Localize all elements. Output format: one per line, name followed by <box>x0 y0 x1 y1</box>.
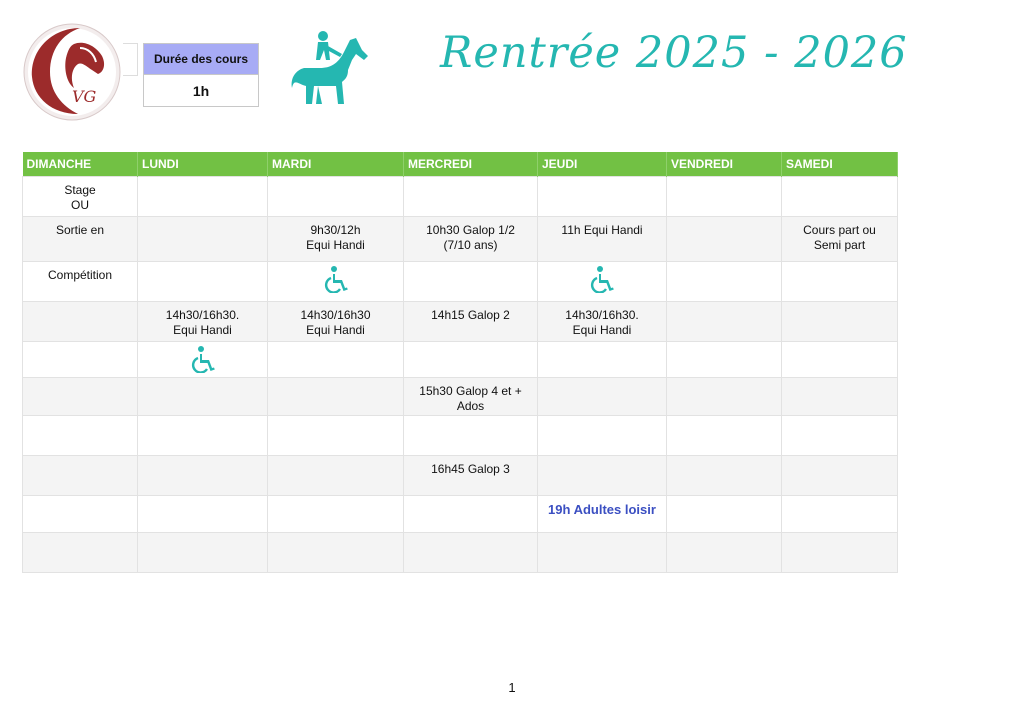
schedule-row <box>23 456 898 496</box>
schedule-cell <box>23 456 138 496</box>
day-header-samedi: SAMEDI <box>782 152 898 177</box>
schedule-cell <box>538 378 667 416</box>
schedule-cell <box>268 496 404 533</box>
horse-head-logo-icon <box>22 22 126 122</box>
schedule-row <box>23 416 898 456</box>
schedule-cell <box>138 533 268 573</box>
schedule-cell <box>23 262 138 302</box>
duration-label: Durée des cours <box>144 44 258 75</box>
schedule-row <box>23 302 898 342</box>
schedule-cell <box>404 342 538 378</box>
schedule-cell <box>404 177 538 217</box>
schedule-cell <box>667 342 782 378</box>
schedule-cell <box>268 177 404 217</box>
day-header-mardi: MARDI <box>268 152 404 177</box>
schedule-cell <box>667 262 782 302</box>
schedule-cell <box>782 262 898 302</box>
duration-value: 1h <box>192 82 210 99</box>
schedule-entry-text: Equi Handi <box>306 323 365 337</box>
schedule-cell <box>138 262 268 302</box>
schedule-cell <box>782 416 898 456</box>
schedule-cell <box>404 302 538 342</box>
schedule-entry-text: (7/10 ans) <box>443 238 498 252</box>
schedule-table <box>22 152 898 573</box>
wheelchair-icon <box>190 345 216 373</box>
schedule-row <box>23 378 898 416</box>
schedule-cell <box>782 302 898 342</box>
schedule-cell <box>23 378 138 416</box>
schedule-cell <box>538 302 667 342</box>
schedule-cell <box>138 177 268 217</box>
wheelchair-icon <box>323 265 349 293</box>
schedule-cell <box>538 262 667 302</box>
schedule-cell <box>268 416 404 456</box>
logo-side-box <box>123 43 138 76</box>
schedule-cell <box>404 378 538 416</box>
schedule-cell <box>138 217 268 262</box>
wheelchair-icon <box>589 265 615 293</box>
day-header-vendredi: VENDREDI <box>667 152 782 177</box>
schedule-cell <box>23 177 138 217</box>
schedule-cell <box>138 342 268 378</box>
day-header-jeudi: JEUDI <box>538 152 667 177</box>
schedule-cell <box>538 496 667 533</box>
schedule-entry-text: 9h30/12h <box>310 223 361 237</box>
schedule-cell <box>667 533 782 573</box>
schedule-cell <box>782 177 898 217</box>
schedule-entry-text: OU <box>71 198 89 212</box>
schedule-entry-text: 14h30/16h30. <box>565 308 639 322</box>
logo-monogram: VG <box>72 87 97 106</box>
schedule-cell <box>667 496 782 533</box>
schedule-row <box>23 217 898 262</box>
schedule-cell <box>782 342 898 378</box>
schedule-cell <box>538 456 667 496</box>
schedule-cell <box>782 456 898 496</box>
schedule-cell <box>404 456 538 496</box>
schedule-header-row <box>23 152 898 177</box>
schedule-cell <box>268 262 404 302</box>
schedule-cell <box>538 342 667 378</box>
schedule-entry-text: Stage <box>64 183 96 197</box>
schedule-row <box>23 342 898 378</box>
schedule-entry-text: Cours part ou <box>803 223 876 237</box>
day-header-lundi: LUNDI <box>138 152 268 177</box>
schedule-cell <box>23 533 138 573</box>
schedule-row <box>23 533 898 573</box>
schedule-cell <box>138 416 268 456</box>
schedule-row <box>23 496 898 533</box>
schedule-entry-text: 10h30 Galop 1/2 <box>426 223 515 237</box>
schedule-cell <box>138 378 268 416</box>
schedule-cell <box>268 533 404 573</box>
schedule-cell <box>538 177 667 217</box>
horse-rider-icon <box>290 30 372 108</box>
schedule-cell <box>782 533 898 573</box>
schedule-cell <box>538 416 667 456</box>
schedule-entry-text: 11h Equi Handi <box>561 223 643 237</box>
schedule-cell <box>404 496 538 533</box>
schedule-entry-text: 15h30 Galop 4 et + <box>419 384 522 398</box>
schedule-cell <box>667 302 782 342</box>
schedule-cell <box>23 342 138 378</box>
schedule-cell <box>23 217 138 262</box>
schedule-cell <box>404 416 538 456</box>
schedule-cell <box>268 302 404 342</box>
day-header-dimanche: DIMANCHE <box>23 152 138 177</box>
schedule-entry-text: Equi Handi <box>306 238 365 252</box>
schedule-cell <box>538 217 667 262</box>
schedule-cell <box>138 456 268 496</box>
schedule-cell <box>667 378 782 416</box>
schedule-cell <box>667 416 782 456</box>
schedule-cell <box>23 416 138 456</box>
schedule-cell <box>782 378 898 416</box>
schedule-entry-text: 19h Adultes loisir <box>548 502 656 517</box>
schedule-cell <box>538 533 667 573</box>
schedule-entry-text: Semi part <box>813 238 866 252</box>
schedule-cell <box>667 217 782 262</box>
schedule-cell <box>268 378 404 416</box>
schedule-cell <box>782 496 898 533</box>
schedule-cell <box>268 217 404 262</box>
page-title: Rentrée 2025 - 2026 <box>440 28 908 78</box>
schedule-entry-text: Sortie en <box>55 223 105 237</box>
schedule-cell <box>667 456 782 496</box>
schedule-entry-text: Equi Handi <box>173 323 232 337</box>
page-number: 1 <box>508 680 516 695</box>
schedule-cell <box>268 456 404 496</box>
schedule-cell <box>268 342 404 378</box>
schedule-cell <box>782 217 898 262</box>
schedule-entry-text: Compétition <box>47 268 113 282</box>
day-header-mercredi: MERCREDI <box>404 152 538 177</box>
schedule-cell <box>23 496 138 533</box>
schedule-entry-text: 14h30/16h30 <box>300 308 371 322</box>
schedule-entry-text: 14h15 Galop 2 <box>431 308 510 322</box>
schedule-row <box>23 177 898 217</box>
schedule-cell <box>138 496 268 533</box>
schedule-entry-text: Equi Handi <box>572 323 632 337</box>
schedule-entry-text: Ados <box>456 399 485 413</box>
schedule-cell <box>404 533 538 573</box>
schedule-entry-text: 16h45 Galop 3 <box>431 462 510 476</box>
schedule-cell <box>23 302 138 342</box>
schedule-cell <box>667 177 782 217</box>
schedule-entry-text: 14h30/16h30. <box>165 308 240 322</box>
schedule-cell <box>404 262 538 302</box>
schedule-row <box>23 262 898 302</box>
schedule-cell <box>404 217 538 262</box>
schedule-cell <box>138 302 268 342</box>
course-duration-box <box>143 43 259 107</box>
